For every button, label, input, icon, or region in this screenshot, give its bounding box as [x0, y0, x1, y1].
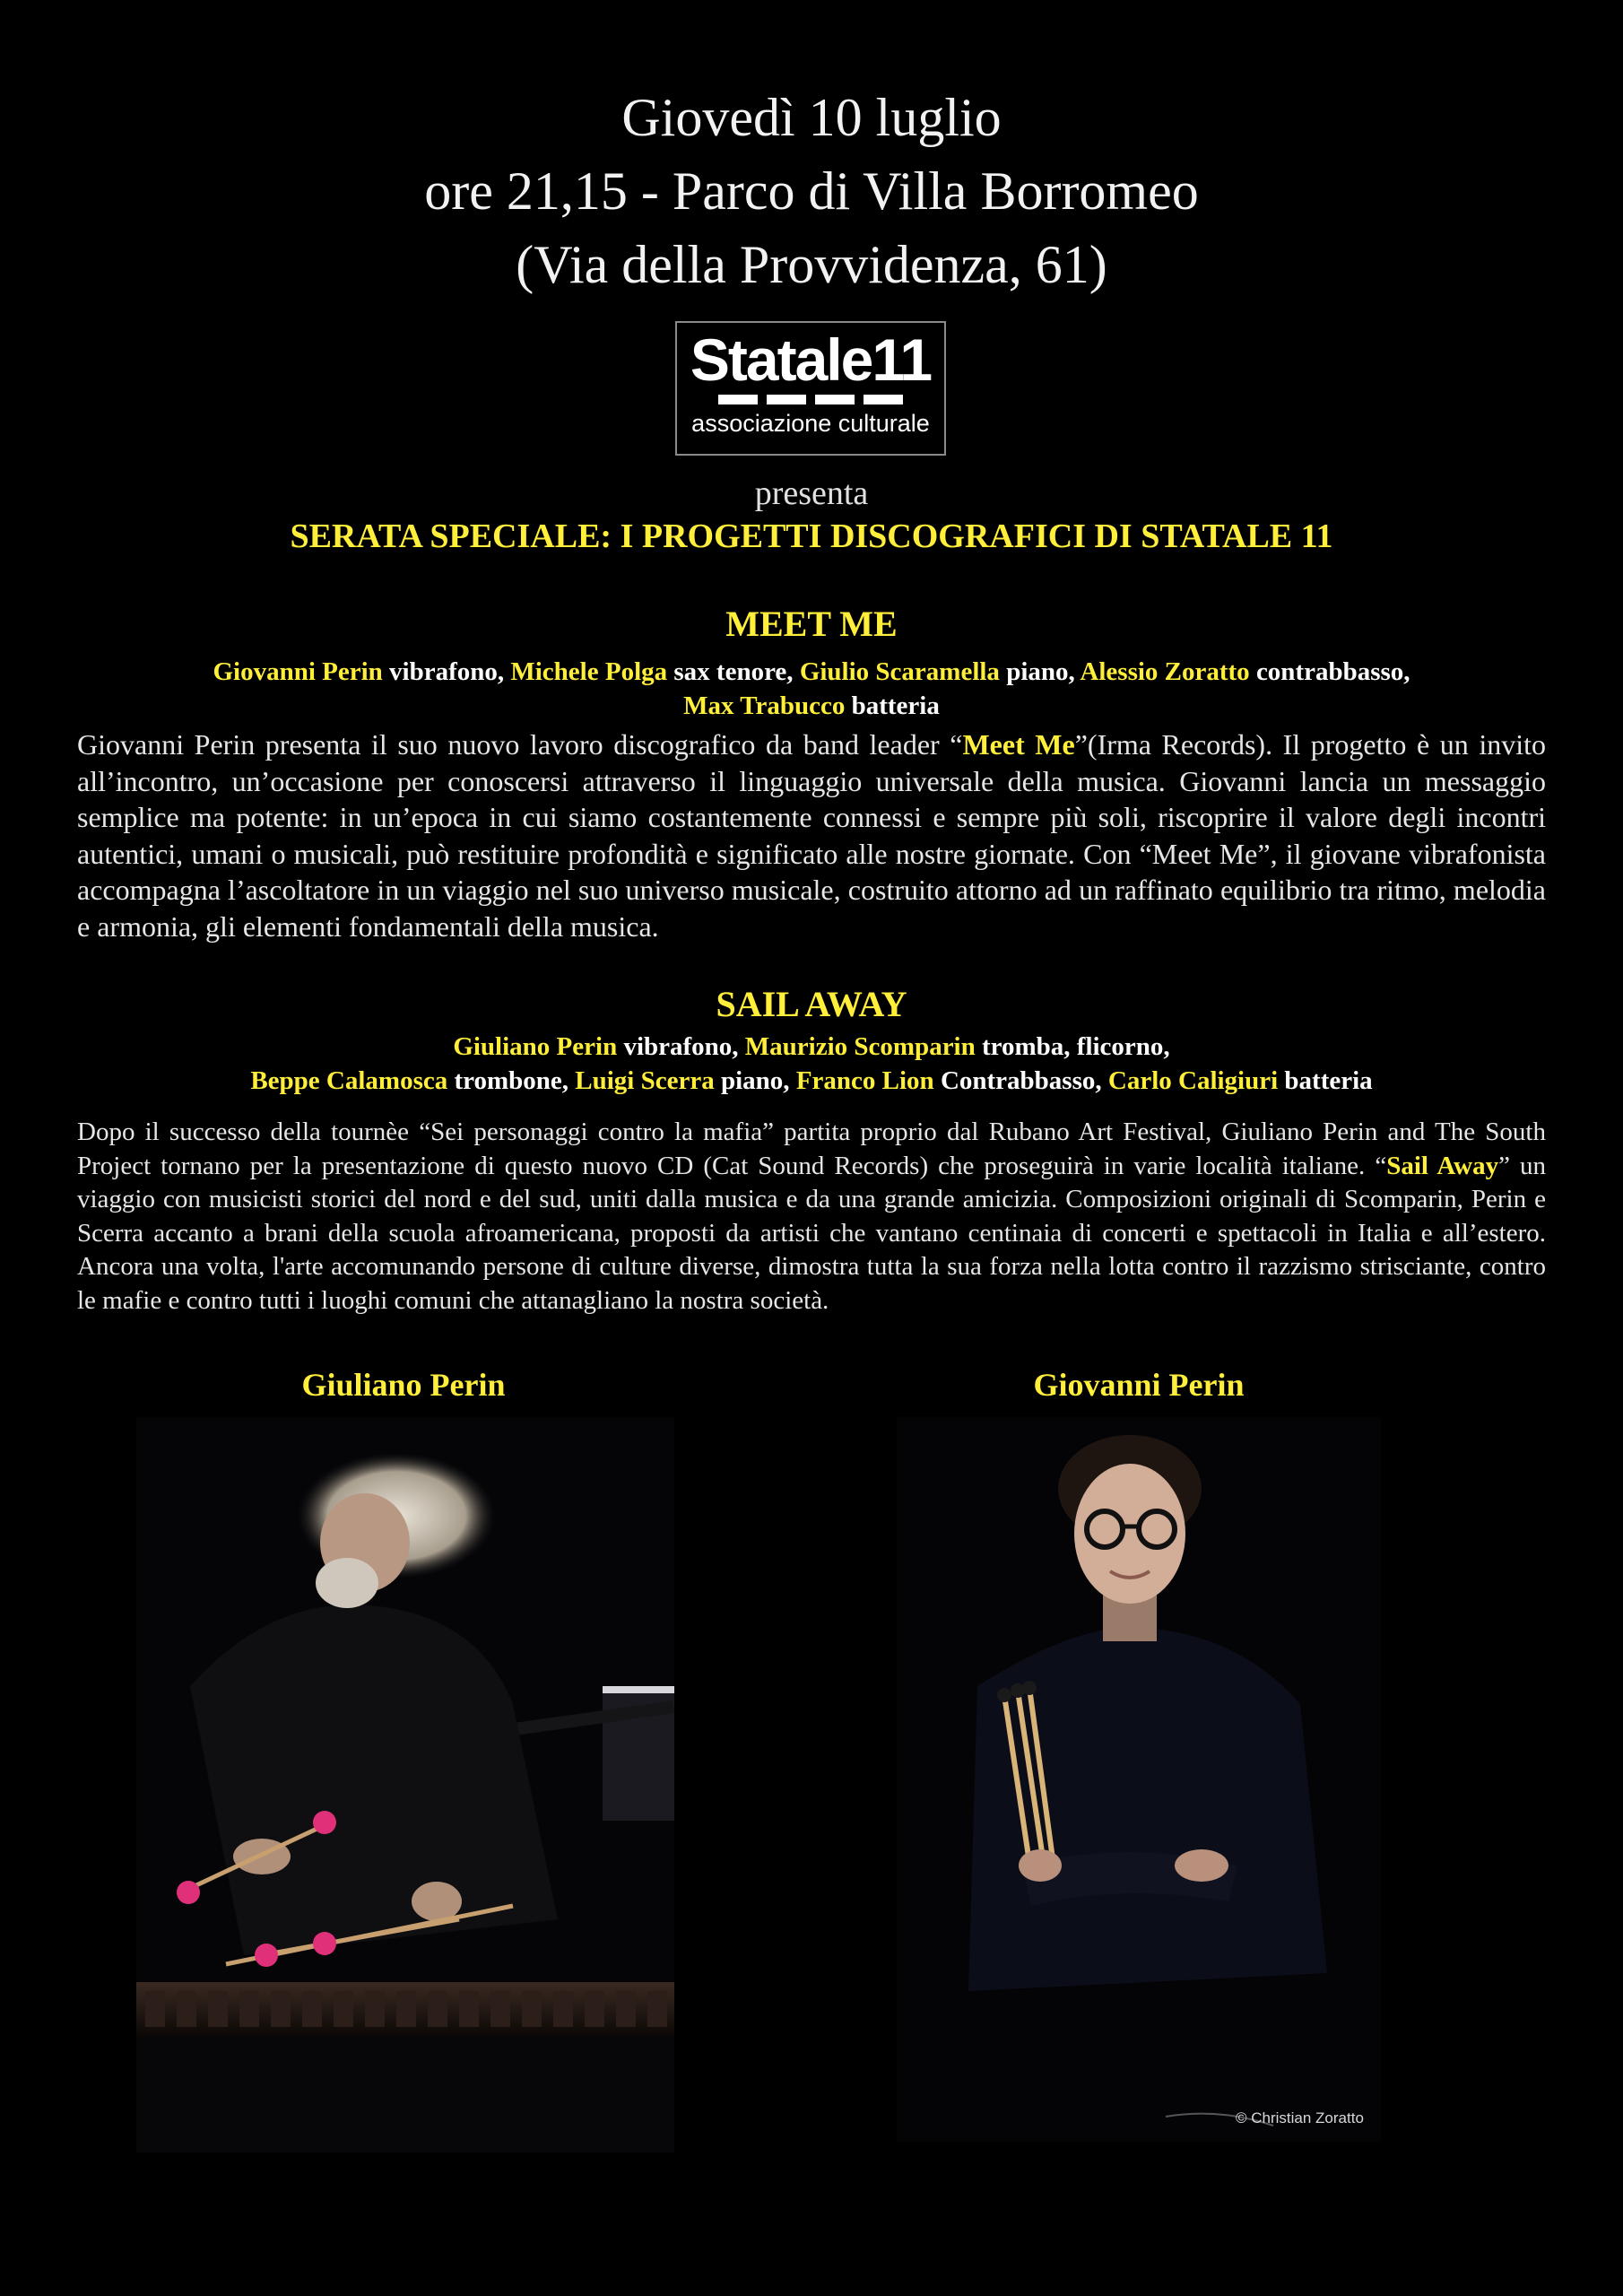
musician-name: Michele Polga	[510, 657, 668, 686]
musician-name: Alessio Zoratto	[1080, 657, 1250, 686]
event-time-place: ore 21,15 - Parco di Villa Borromeo	[424, 161, 1199, 221]
giuliano-perin-photo	[136, 1417, 674, 2152]
sail-away-credits	[0, 1030, 1623, 1098]
meet-me-credits	[0, 655, 1623, 723]
statale11-logo	[675, 321, 946, 456]
event-address: (Via della Provvidenza, 61)	[516, 235, 1107, 294]
giovanni-perin-photo	[897, 1417, 1381, 2142]
musician-role: Contrabbasso,	[933, 1066, 1108, 1095]
photo-caption-right: Giovanni Perin	[1033, 1367, 1245, 1403]
event-header	[0, 81, 1623, 301]
musician-role: vibrafono,	[382, 657, 511, 686]
special-title: SERATA SPECIALE: I PROGETTI DISCOGRAFICI DI STATALE 11	[290, 517, 1333, 555]
musician-role: vibrafono,	[617, 1032, 745, 1061]
musician-role: trombone,	[447, 1066, 576, 1095]
meet-me-credits-line2	[0, 689, 1623, 723]
photo-caption-left: Giuliano Perin	[301, 1367, 506, 1403]
musician-name: Giuliano Perin	[453, 1032, 618, 1061]
musician-role: batteria	[845, 691, 940, 720]
photo-credit: © Christian Zoratto	[1236, 2109, 1364, 2126]
musician-name: Max Trabucco	[683, 691, 846, 720]
musician-role: piano,	[999, 657, 1081, 686]
meet-me-highlight: Meet Me	[962, 728, 1075, 761]
logo-subtitle: associazione culturale	[691, 410, 930, 437]
musician-role: batteria	[1278, 1066, 1373, 1095]
musician-role: sax tenore,	[667, 657, 800, 686]
presenta-text: presenta	[754, 474, 869, 512]
logo-dashes	[677, 395, 944, 404]
musician-name: Luigi Scerra	[575, 1066, 715, 1095]
logo-brand: Statale11	[690, 326, 932, 393]
meet-me-description: Giovanni Perin presenta il suo nuovo lavoro discografico da band leader “Meet Me”(Irma Records). Il progetto è un invito all’incontro, un’occasione per conoscersi attraverso il linguaggio universale della musica. Giovanni lancia un messaggio semplice ma potente: in un’epoca in cui siamo costantemente connessi e sempre più soli, riscoprire il valore degli incontri autentici, umani o musicali, può restituire profondità e significato alle nostre giornate. Con “Meet Me”, il giovane vibrafonista accompagna l’ascoltatore in un viaggio nel suo universo musicale, costruito attorno ad un raffinato equilibrio tra ritmo, melodia e armonia, gli elementi fondamentali della musica.	[77, 728, 1547, 943]
sail-away-credits-line2	[0, 1064, 1623, 1098]
sail-away-credits-line1	[0, 1030, 1623, 1064]
musician-name: Giulio Scaramella	[799, 657, 1000, 686]
musician-name: Maurizio Scomparin	[744, 1032, 976, 1061]
musician-role: contrabbasso,	[1249, 657, 1410, 686]
event-date: Giovedì 10 luglio	[621, 88, 1002, 147]
sail-away-title: SAIL AWAY	[716, 984, 907, 1024]
musician-role: tromba, flicorno,	[975, 1032, 1170, 1061]
sail-away-highlight: Sail Away	[1386, 1151, 1499, 1180]
sail-away-description: Dopo il successo della tournèe “Sei personaggi contro la mafia” partita proprio dal Rubano Art Festival, Giuliano Perin and The South Project tornano per la presentazione di questo nuovo CD (Cat Sound Records) che proseguirà in varie località italiane. “Sail Away” un viaggio con musicisti storici del nord e del sud, uniti dalla musica e da una grande amicizia. Composizioni originali di Scomparin, Perin e Scerra accanto a brani della scuola afroamericana, proposti da artisti che vantano centinaia di concerti e spettacoli in Italia e all’estero. Ancora una volta, l'arte accomunando persone di culture diverse, dimostra tutta la sua forza nella lotta contro il razzismo strisciante, contro le mafie e contro tutti i luoghi comuni che attanagliano la nostra società.	[77, 1118, 1546, 1315]
musician-name: Beppe Calamosca	[250, 1066, 448, 1095]
musician-name: Franco Lion	[795, 1066, 934, 1095]
musician-role: piano,	[714, 1066, 796, 1095]
meet-me-title: MEET ME	[725, 604, 898, 644]
musician-name: Carlo Caligiuri	[1107, 1066, 1279, 1095]
musician-name: Giovanni Perin	[213, 657, 383, 686]
meet-me-credits-line1	[0, 655, 1623, 689]
